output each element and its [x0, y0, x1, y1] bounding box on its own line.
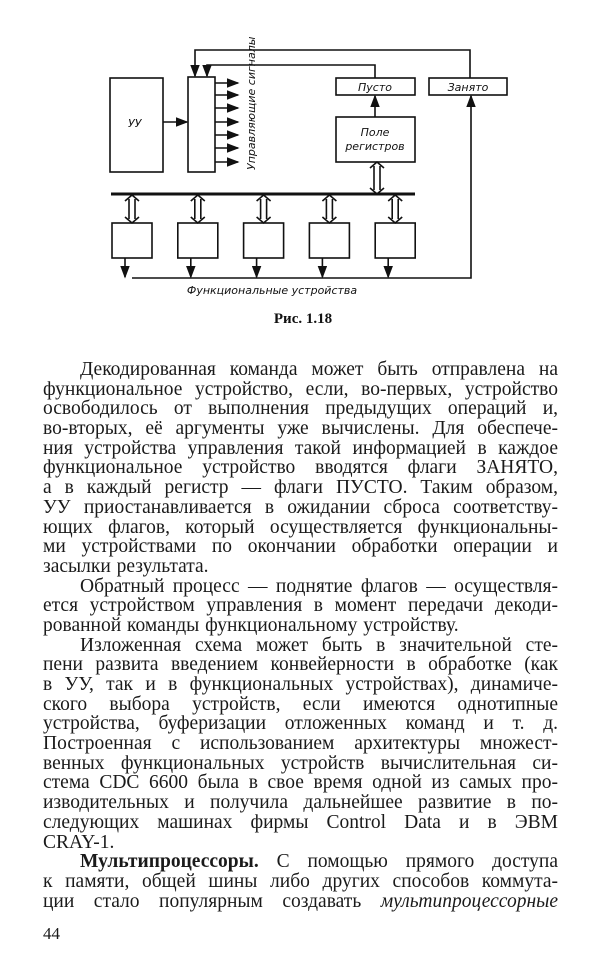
text-span: во-вторых, её аргументы уже вычислены. Для обеспече- — [43, 418, 558, 440]
functional-units — [112, 195, 415, 277]
control-signals-label: Управляющие сигналы — [245, 36, 258, 170]
text-line — [43, 537, 558, 557]
text-line — [43, 793, 558, 813]
body-text — [43, 360, 558, 911]
text-span: следующих машинах фирмы Control Data и в ЭВМ — [43, 811, 558, 833]
text-span: Изложенная схема может быть в значительной сте- — [80, 634, 558, 656]
text-span: освободилось от выполнения предыдущих операций и, — [43, 398, 558, 420]
figure-caption: Рис. 1.18 — [273, 311, 333, 327]
text-span: С помощью прямого доступа — [258, 851, 558, 873]
text-line — [43, 439, 558, 459]
text-span: ющих флагов, который осуществляется функциональны- — [43, 516, 558, 538]
text-span: ции стало популярным создавать — [43, 890, 381, 912]
text-span: ского выбора устройств, если имеются однотипные — [43, 693, 558, 715]
text-line — [43, 655, 558, 675]
text-line — [43, 380, 558, 400]
text-line — [43, 616, 558, 636]
functional-unit — [244, 195, 284, 277]
functional-units-label: Функциональные устройства — [186, 284, 358, 297]
text-line — [43, 892, 558, 912]
functional-unit — [309, 195, 349, 277]
text-span: ми устройствами по окончании обработки операции и — [43, 536, 558, 558]
text-line — [43, 478, 558, 498]
text-span: в УУ, так и в функциональных устройствах), динамиче- — [43, 674, 558, 695]
text-line — [43, 852, 558, 872]
text-line — [43, 813, 558, 833]
text-line — [43, 754, 558, 774]
text-span: функциональное устройство вводятся флаги ЗАНЯТО, — [43, 457, 558, 479]
text-span: изводительных и получила дальнейшее развитие в по- — [43, 792, 558, 814]
busy-flag-label: Занято — [447, 81, 489, 94]
text-span: пени развита введением конвейерности в обработке (как — [43, 654, 558, 676]
text-line — [43, 773, 558, 793]
text-line — [43, 458, 558, 478]
text-span: ния устройства управления такой информацией в каждое — [43, 437, 558, 459]
register-field-label-2: регистров — [345, 140, 405, 153]
busy-feedback-line — [195, 50, 470, 78]
text-line — [43, 518, 558, 538]
register-field-label: Поле — [360, 126, 390, 139]
text-span: венных функциональных устройств вычислительная си- — [43, 752, 558, 774]
figure-1-18 — [0, 0, 600, 340]
text-line — [43, 360, 558, 380]
functional-unit — [112, 195, 152, 277]
text-span: рованной команды функциональному устройству. — [43, 614, 459, 636]
text-span: УУ приостанавливается в ожидании сброса соответству- — [43, 496, 558, 518]
signal-distributor-box — [188, 77, 215, 172]
text-line — [43, 695, 558, 715]
italic-term: мультипроцессорные — [380, 890, 558, 912]
text-span: CRAY-1. — [43, 831, 115, 853]
functional-unit — [375, 195, 415, 277]
text-line — [43, 872, 558, 892]
text-span: а в каждый регистр — флаги ПУСТО. Таким образом, — [43, 477, 558, 499]
results-line — [132, 96, 471, 278]
text-span: ется устройством управления в момент передачи декоди- — [43, 595, 558, 617]
text-span: засылки результата. — [43, 555, 209, 577]
text-line — [43, 596, 558, 616]
text-line — [43, 557, 558, 577]
text-line — [43, 498, 558, 518]
text-line — [43, 636, 558, 656]
text-line — [43, 833, 558, 853]
register-bus-double-arrow — [370, 162, 384, 194]
text-line — [43, 577, 558, 597]
functional-unit — [178, 195, 218, 277]
control-signal-arrows — [215, 83, 238, 162]
text-span: функциональное устройство, если, во-первых, устройство — [43, 378, 558, 400]
text-span: Обратный процесс — поднятие флагов — осуществля- — [80, 575, 558, 597]
empty-feedback-line — [207, 65, 375, 78]
text-span: к памяти, общей шины либо других способов коммута- — [43, 870, 558, 892]
page-number: 44 — [43, 924, 60, 943]
uu-label: УУ — [128, 117, 142, 130]
text-line — [43, 675, 558, 695]
text-line — [43, 734, 558, 754]
text-span: Декодированная команда может быть отправлена на — [80, 359, 558, 380]
empty-flag-label: Пусто — [358, 81, 392, 94]
text-line — [43, 419, 558, 439]
section-heading: Мультипроцессоры. — [80, 851, 259, 873]
text-line — [43, 399, 558, 419]
text-span: Построенная с использованием архитектуры множест- — [43, 733, 558, 755]
text-span: стема CDC 6600 была в свое время одной из самых про- — [43, 772, 558, 794]
text-span: устройства, буферизации отложенных команд и т. д. — [43, 713, 558, 735]
text-line — [43, 714, 558, 734]
